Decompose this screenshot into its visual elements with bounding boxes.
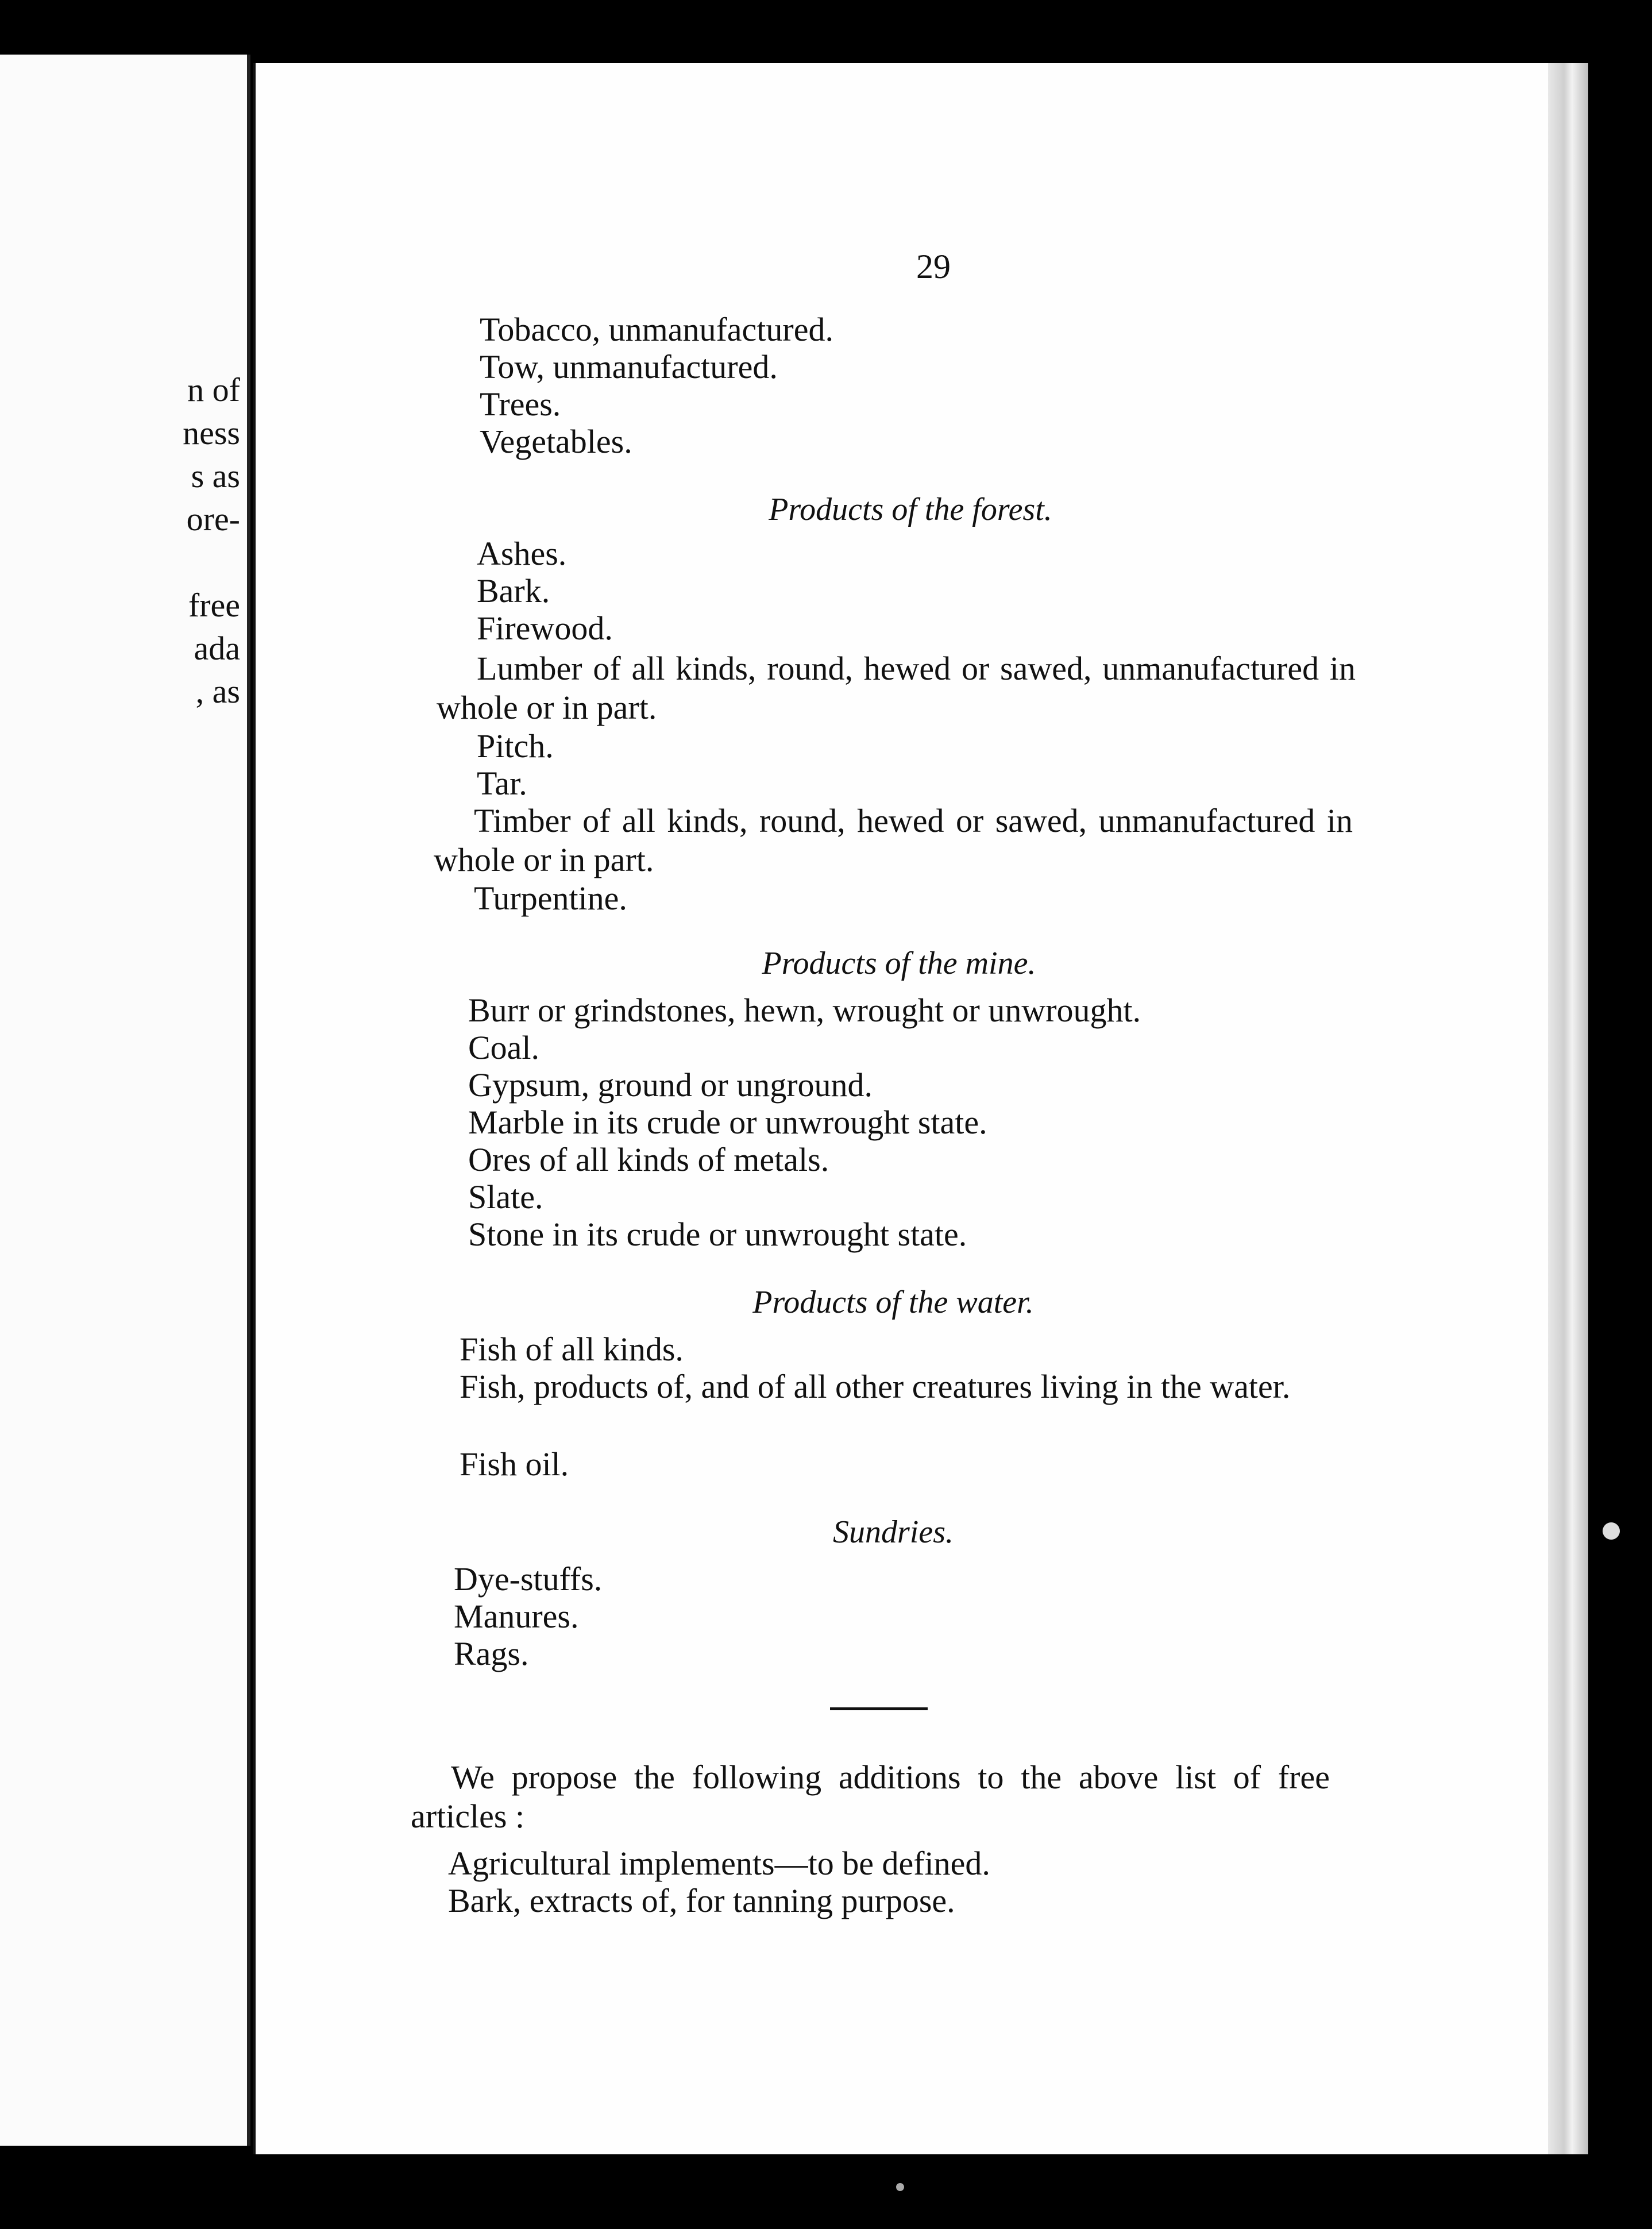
list-item: Stone in its crude or unwrought state. bbox=[468, 1216, 967, 1253]
list-item: Gypsum, ground or unground. bbox=[468, 1066, 873, 1104]
list-item: Bark. bbox=[477, 572, 550, 610]
list-item: Tobacco, unmanufactured. bbox=[480, 311, 833, 348]
left-text-fragment: n of bbox=[187, 371, 240, 408]
proposal-paragraph: We propose the following additions to the above list of free articles : bbox=[411, 1758, 1330, 1835]
page-content bbox=[256, 63, 1588, 2154]
left-text-fragment: ada bbox=[194, 630, 240, 667]
left-text-fragment: , as bbox=[195, 673, 240, 710]
list-item: Tar. bbox=[477, 765, 527, 802]
scan-speck bbox=[1603, 1522, 1620, 1540]
left-text-fragment: s as bbox=[191, 457, 240, 495]
page-number: 29 bbox=[916, 248, 951, 286]
list-item: Pitch. bbox=[477, 727, 554, 765]
list-item: Fish oil. bbox=[460, 1445, 569, 1483]
list-item: Manures. bbox=[454, 1598, 579, 1635]
list-item: Firewood. bbox=[477, 610, 613, 647]
list-item-wrapped: Lumber of all kinds, round, hewed or sawed, unmanufactured in whole or in part. bbox=[437, 650, 1356, 726]
list-item-wrapped: Timber of all kinds, round, hewed or sawed, unmanufactured in whole or in part. bbox=[434, 802, 1353, 878]
section-heading: Products of the mine. bbox=[762, 946, 1036, 981]
list-item: Marble in its crude or unwrought state. bbox=[468, 1104, 987, 1141]
list-item: Coal. bbox=[468, 1029, 540, 1066]
list-item: Trees. bbox=[480, 385, 561, 423]
list-item: Ashes. bbox=[477, 535, 567, 572]
left-text-fragment: ore- bbox=[186, 500, 240, 538]
list-item: Turpentine. bbox=[474, 880, 627, 917]
list-item-wrapped: Fish, products of, and of all other creatures living in the water. bbox=[460, 1368, 1291, 1405]
list-item: Dye-stuffs. bbox=[454, 1560, 603, 1598]
left-facing-page bbox=[0, 55, 250, 2146]
scan-speck bbox=[896, 2183, 904, 2191]
section-heading: Products of the water. bbox=[752, 1285, 1034, 1320]
list-item: Fish of all kinds. bbox=[460, 1331, 684, 1368]
list-item: Agricultural implements—to be defined. bbox=[448, 1845, 990, 1882]
document-page bbox=[253, 63, 1588, 2154]
list-item: Tow, unmanufactured. bbox=[480, 348, 778, 385]
section-heading: Sundries. bbox=[833, 1514, 954, 1550]
list-item: Burr or grindstones, hewn, wrought or unwrought. bbox=[468, 992, 1141, 1029]
section-divider bbox=[830, 1707, 928, 1710]
left-text-fragment: ness bbox=[183, 414, 240, 452]
list-item: Rags. bbox=[454, 1635, 529, 1672]
list-item: Bark, extracts of, for tanning purpose. bbox=[448, 1882, 955, 1919]
list-item: Slate. bbox=[468, 1178, 543, 1216]
left-text-fragment: free bbox=[188, 587, 240, 624]
list-item: Vegetables. bbox=[480, 423, 632, 460]
section-heading: Products of the forest. bbox=[769, 492, 1052, 527]
list-item: Ores of all kinds of metals. bbox=[468, 1141, 829, 1178]
